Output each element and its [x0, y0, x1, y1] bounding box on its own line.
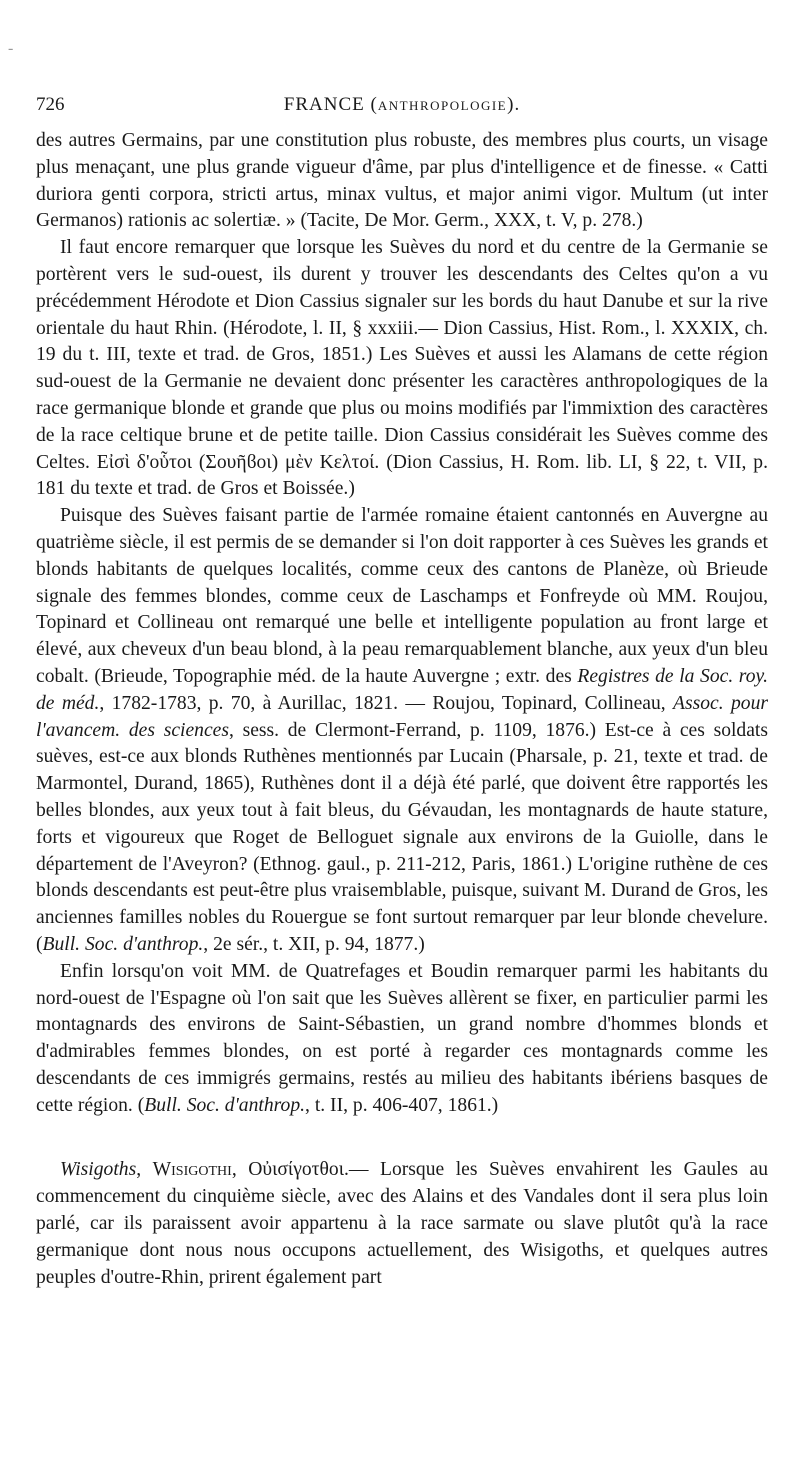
citation-title: Bull. Soc. d'anthrop. — [42, 933, 204, 955]
paragraph-3-text-a: Puisque des Suèves faisant partie de l'armée romaine étaient cantonnés en Auvergne au quatrième siècle, il est permis de se demander si l'on doit rapporter à ces Suèves les grands et blonds habitants de quelques localités, comme ceux des cantons de Planèze, où Brieude signale des femmes blondes, comme ceux de Laschamps et Fonfreyde où MM. Roujou, Topinard et Collineau ont remarqué une belle et intelligente population au front large et élevé, aux cheveux d'un beau blond, à la peau remarquablement blanche, aux yeux d'un bleu cobalt. (Brieude, Topographie méd. de la haute Auvergne ; extr. des — [36, 505, 768, 687]
running-title-subject: ANTHROPOLOGIE — [377, 98, 508, 113]
paragraph-1-text: des autres Germains, par une constitution plus robuste, des membres plus courts, un visage plus menaçant, une plus grande vigueur d'âme, par plus d'intelligence et de finesse. « Catti duriora genti corpora, stricti artus, minax vultus, et major animi vigor. Multum (ut inter Germanos) rationis ac solertiæ. » (Tacite, De Mor. Germ., XXX, t. V, p. 278.) — [36, 130, 768, 232]
paragraph-1 — [36, 128, 768, 235]
page-number: 726 — [36, 94, 65, 115]
paragraph-3-text-e: , sess. de Clermont-Ferrand, p. 1109, 1876.) Est-ce à ces soldats suèves, est-ce aux blonds Ruthènes mentionnés par Lucain (Pharsale, p. 21, texte et trad. de Marmontel, Durand, 1865), Ruthènes dont il a déjà été parlé, que doivent être rapportés les belles blondes, aux yeux tout à fait bleus, du Gévaudan, les montagnards de haute stature, forts et vigoureux que Roget de Belloguet signale aux environs de la Guiolle, dans le département de l'Aveyron? (Ethnog. gaul., p. 211-212, Paris, 1861.) L'origine ruthène de ces blonds descendants est peut-être plus vraisemblable, puisque, suivant M. Durand de Gros, les anciennes familles nobles du Rouergue se font surtout remarquer par leur blonde chevelure. ( — [36, 719, 768, 955]
running-title-end: ). — [507, 94, 521, 115]
paragraph-3-text-g: , 2e sér., t. XII, p. 94, 1877.) — [203, 933, 425, 955]
entry-heading: Wisigoths — [60, 1159, 137, 1181]
entry-latin-name: Wisigothi — [152, 1159, 232, 1181]
paragraph-3-text-c: , 1782-1783, p. 70, à Aurillac, 1821. — Roujou, Topinard, Collineau, — [99, 692, 674, 714]
body-text — [36, 128, 768, 1291]
paragraph-5 — [36, 1157, 768, 1291]
paragraph-2 — [36, 235, 768, 503]
paragraph-4 — [36, 959, 768, 1120]
margin-mark: - — [8, 40, 14, 57]
paragraph-4-text-a: Enfin lorsqu'on voit MM. de Quatrefages et Boudin remarquer parmi les habitants du nord-ouest de l'Espagne où l'on sait que les Suèves allèrent se fixer, en particulier parmi les montagnards des environs de Saint-Sébastien, un grand nombre d'hommes blonds et d'admirables femmes blondes, on est porté à regarder ces montagnards comme les descendants de ces immigrés germains, restés au milieu des habitants ibériens basques de cette région. ( — [36, 960, 768, 1116]
running-title-main: FRANCE ( — [283, 94, 378, 115]
citation-title: Bull. Soc. d'anthrop. — [144, 1094, 306, 1116]
paragraph-5-text: , Οὐισίγοτθοι.— Lorsque les Suèves envahirent les Gaules au commencement du cinquième siècle, avec des Alains et des Vandales dont il sera plus loin parlé, car ils paraissent avoir appartenu à la race sarmate ou slave plutôt qu'à la race germanique dont nous nous occupons actuellement, des Wisigoths, et quelques autres peuples d'outre-Rhin, prirent également part — [36, 1159, 769, 1288]
citation-title: Assoc. pour l'avancem. des sciences — [36, 692, 768, 741]
paragraph-3 — [36, 503, 768, 959]
separator: , — [136, 1159, 153, 1181]
running-title — [36, 94, 768, 116]
paragraph-2-text: Il faut encore remarquer que lorsque les Suèves du nord et du centre de la Germanie se portèrent vers le sud-ouest, ils durent y trouver les descendants des Celtes qu'on a vu précédemment Hérodote et Dion Cassius signaler sur les bords du haut Danube et sur la rive orientale du haut Rhin. (Hérodote, l. II, § xxxiii.— Dion Cassius, Hist. Rom., l. XXXIX, ch. 19 du t. III, texte et trad. de Gros, 1851.) Les Suèves et aussi les Alamans de cette région sud-ouest de la Germanie ne devaient donc présenter les caractères anthropologiques de la race germanique blonde et grande que plus ou moins modifiés par l'immixtion des caractères de la race celtique brune et de petite taille. Dion Cassius considérait les Suèves comme des Celtes. Εἰσὶ δ'οὗτοι (Σουῆϐοι) μὲν Κελτοί. (Dion Cassius, H. Rom. lib. LI, § 22, t. VII, p. 181 du texte et trad. de Gros et Boissée.) — [36, 237, 768, 500]
citation-title: Registres de la Soc. roy. de méd. — [36, 665, 769, 714]
running-header — [36, 94, 768, 124]
paragraph-4-text-c: , t. II, p. 406-407, 1861.) — [305, 1094, 499, 1116]
